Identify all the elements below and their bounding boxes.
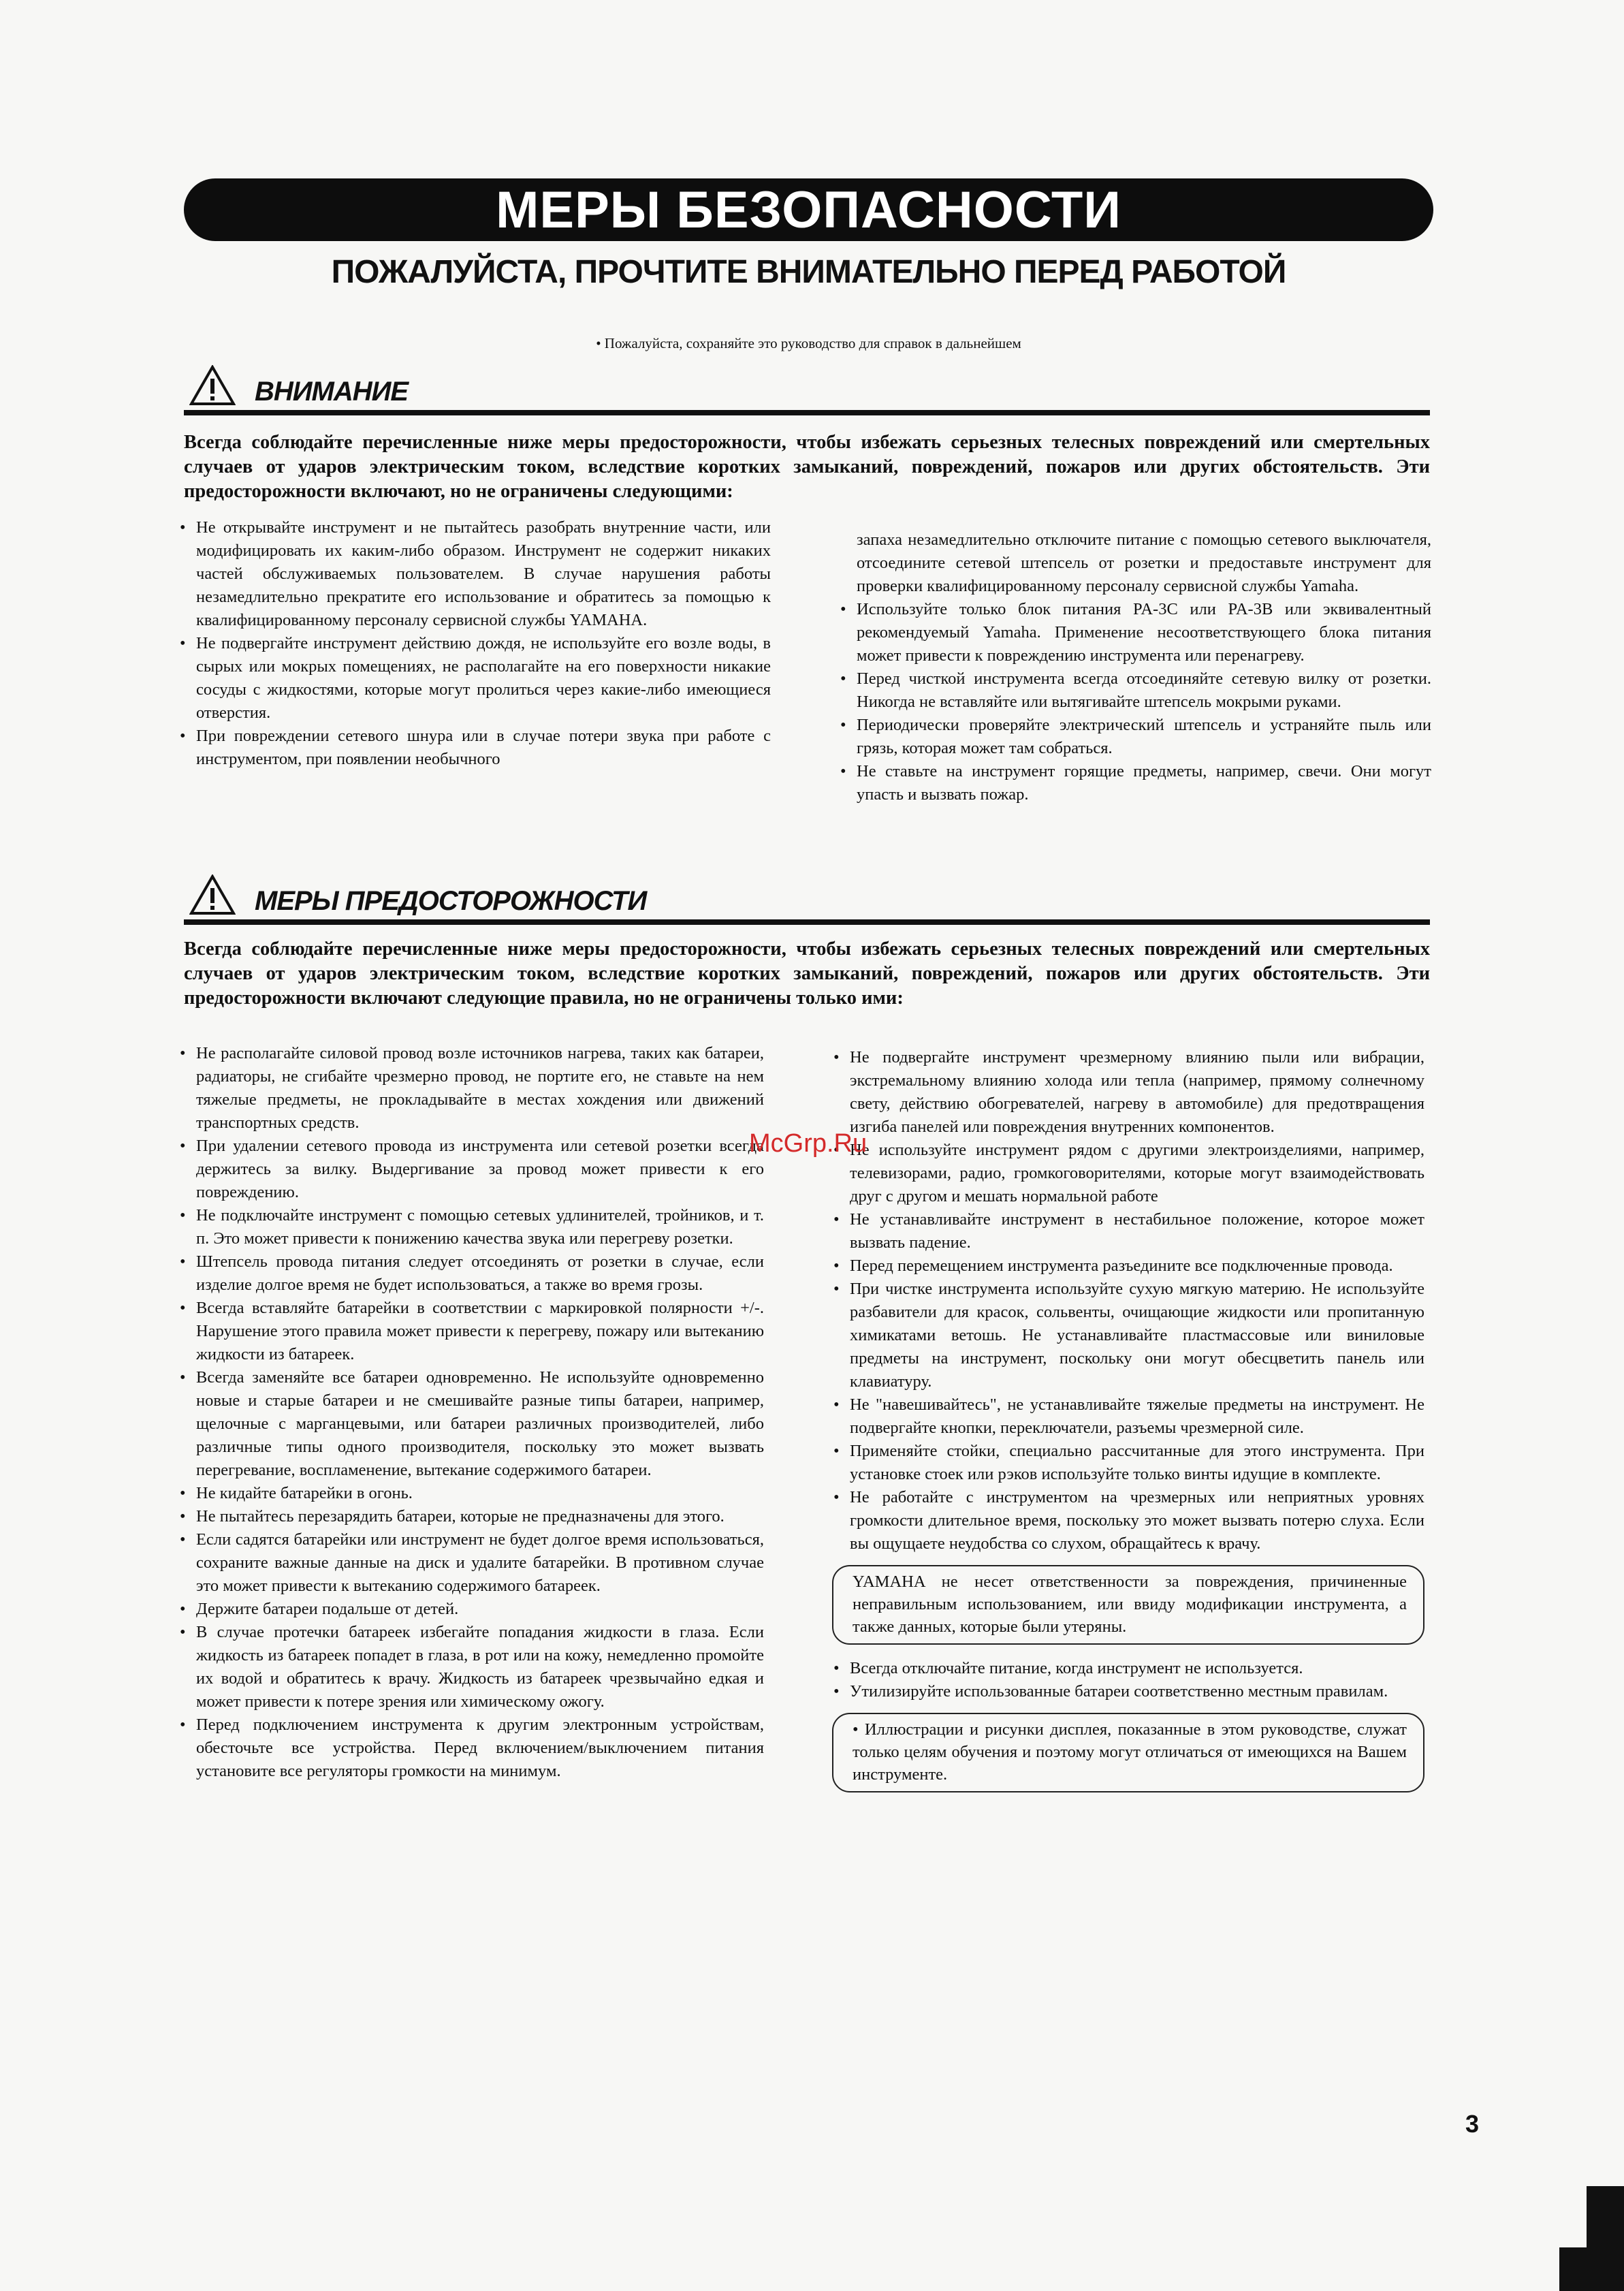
caution-intro: Всегда соблюдайте перечисленные ниже меры предосторожности, чтобы избежать серьезных телесных повреждений или смертельных случаев от ударов электрическим током, вследствие коротких замыканий, повреждений, пожаров или других обстоятельств. Эти предосторожности включают следующие правила, но не ограничены только ими:	[184, 938, 1430, 1009]
page-number: 3	[1465, 2110, 1480, 2138]
list-item: • Не работайте с инструментом на чрезмерных или неприятных уровнях громкости длительное время, поскольку это может вызвать потерю слуха. Если вы ощущаете неудобства со слухом, обращайтесь к врачу.	[832, 1486, 1424, 1555]
warning-right-column	[839, 528, 1431, 806]
list-item: • Не располагайте силовой провод возле источников нагрева, таких как батареи, радиаторы, не сгибайте чрезмерно провод, не портите его, не ставьте на нем тяжелые предметы, не прокладывайте в местах хождения или движений транспортных средств.	[178, 1042, 764, 1135]
list-item: • Всегда заменяйте все батареи одновременно. Не используйте одновременно новые и старые батареи и не смешивайте разные типы батареи, например, щелочные с марганцевыми, или батареи различных производителей, либо различные типы одного производителя, поскольку это может вызвать перегревание, воспламенение, вытекание содержимого батареи.	[178, 1366, 764, 1482]
illustration-note-box: • Иллюстрации и рисунки дисплея, показанные в этом руководстве, служат только целям обучения и поэтому могут отличаться от имеющихся на Вашем инструменте.	[832, 1713, 1424, 1792]
page-title-banner	[184, 178, 1433, 241]
list-item: • Не устанавливайте инструмент в нестабильное положение, которое может вызвать падение.	[832, 1208, 1424, 1254]
list-item: • Не ставьте на инструмент горящие предметы, например, свечи. Они могут упасть и вызвать пожар.	[839, 760, 1431, 806]
page-subtitle: ПОЖАЛУЙСТА, ПРОЧТИТЕ ВНИМАТЕЛЬНО ПЕРЕД РАБОТОЙ	[331, 254, 1286, 290]
scan-edge-mark	[1559, 2247, 1624, 2291]
list-item: • Всегда отключайте питание, когда инструмент не используется.	[832, 1657, 1424, 1680]
list-item: • Не "навешивайтесь", не устанавливайте тяжелые предметы на инструмент. Не подвергайте кнопки, переключатели, разъемы чрезмерной силе.	[832, 1393, 1424, 1440]
list-item: • При повреждении сетевого шнура или в случае потери звука при работе с инструментом, при появлении необычного	[178, 725, 771, 771]
list-item: • Не подвергайте инструмент действию дождя, не используйте его возле воды, в сырых или мокрых помещениях, не располагайте на его поверхности никакие сосуды с жидкостями, которые могут пролиться через какие-либо имеющиеся отверстия.	[178, 632, 771, 725]
list-item: • При чистке инструмента используйте сухую мягкую материю. Не используйте разбавители для красок, сольвенты, очищающие жидкости или пропитанную химикатами ветошь. Не устанавливайте пластмассовые или виниловые предметы на инструмент, поскольку они могут обесцветить панель или клавиатуру.	[832, 1278, 1424, 1393]
keep-manual-note: • Пожалуйста, сохраняйте это руководство для справок в дальнейшем	[596, 335, 1021, 351]
list-item: • Не пытайтесь перезарядить батареи, которые не предназначены для этого.	[178, 1505, 764, 1528]
caution-left-column	[178, 1042, 764, 1783]
list-item: • Периодически проверяйте электрический штепсель и устраняйте пыль или грязь, которая может там собраться.	[839, 714, 1431, 760]
list-item: • Перед перемещением инструмента разъедините все подключенные провода.	[832, 1254, 1424, 1278]
list-item: • Держите батареи подальше от детей.	[178, 1598, 764, 1621]
warning-title: ВНИМАНИЕ	[255, 377, 409, 407]
list-item: • Не используйте инструмент рядом с другими электроизделиями, например, телевизорами, радио, громкоговорителями, которые могут взаимодействовать друг с другом и мешать нормальной работе	[832, 1139, 1424, 1208]
yamaha-liability-box: YAMAHA не несет ответственности за повреждения, причиненные неправильным использованием, или ввиду модификации инструмента, а также данных, которые были утеряны.	[832, 1565, 1424, 1645]
warning-triangle-icon	[189, 365, 236, 406]
warning-triangle-icon	[189, 874, 236, 915]
list-item: • При удалении сетевого провода из инструмента или сетевой розетки всегда держитесь за вилку. Выдергивание за провод может привести к его повреждению.	[178, 1135, 764, 1204]
caution-header	[184, 865, 1430, 925]
list-item: • Штепсель провода питания следует отсоединять от розетки в случае, если изделие долгое время не будет использоваться, а также во время грозы.	[178, 1250, 764, 1297]
list-item: • Не подключайте инструмент с помощью сетевых удлинителей, тройников, и т. п. Это может привести к понижению качества звука или перегреву розетки.	[178, 1204, 764, 1250]
page-title: МЕРЫ БЕЗОПАСНОСТИ	[496, 180, 1121, 239]
warning-intro: Всегда соблюдайте перечисленные ниже меры предосторожности, чтобы избежать серьезных телесных повреждений или смертельных случаев от ударов электрическим током, вследствие коротких замыканий, повреждений, пожаров или других обстоятельств. Эти предосторожности включают, но не ограничены следующими:	[184, 432, 1430, 502]
watermark: McGrp.Ru	[749, 1129, 867, 1158]
warning-left-column	[178, 516, 771, 771]
list-item: • Не кидайте батарейки в огонь.	[178, 1482, 764, 1505]
list-item: • Используйте только блок питания PA-3C или PA-3B или эквивалентный рекомендуемый Yamaha. Применение несоответствующего блока питания может привести к повреждению инструмента или перенагреву.	[839, 598, 1431, 667]
list-item: • Применяйте стойки, специально рассчитанные для этого инструмента. При установке стоек или рэков используйте только винты идущие в комплекте.	[832, 1440, 1424, 1486]
list-item: • Если садятся батарейки или инструмент не будет долгое время использоваться, сохраните важные данные на диск и удалите батарейки. В противном случае это может привести к вытеканию содержимого батареек.	[178, 1528, 764, 1598]
list-item: • Всегда вставляйте батарейки в соответствии с маркировкой полярности +/-. Нарушение этого правила может привести к перегреву, пожару или вытеканию жидкости из батареек.	[178, 1297, 764, 1366]
list-item: • Утилизируйте использованные батареи соответственно местным правилам.	[832, 1680, 1424, 1703]
caution-right-column	[832, 1046, 1424, 1805]
list-item-continued: запаха незамедлительно отключите питание с помощью сетевого выключателя, отсоедините сетевой штепсель от розетки и предоставьте инструмент для проверки квалифицированному персоналу сервисной службы Yamaha.	[857, 531, 1431, 595]
caution-title: МЕРЫ ПРЕДОСТОРОЖНОСТИ	[255, 886, 647, 916]
list-item: • Перед чисткой инструмента всегда отсоединяйте сетевую вилку от розетки. Никогда не вставляйте или вытягивайте штепсель мокрыми руками.	[839, 667, 1431, 714]
warning-header	[184, 356, 1430, 415]
list-item: • В случае протечки батареек избегайте попадания жидкости в глаза. Если жидкость из батареек попадет в глаза, в рот или на кожу, немедленно промойте их водой и обратитесь к врачу. Жидкость из батареек чрезвычайно едкая и может привести к потере зрения или химическому ожогу.	[178, 1621, 764, 1713]
list-item: • Перед подключением инструмента к другим электронным устройствам, обесточьте все устройства. Перед включением/выключением питания установите все регуляторы громкости на минимум.	[178, 1713, 764, 1783]
list-item: • Не открывайте инструмент и не пытайтесь разобрать внутренние части, или модифицировать их каким-либо образом. Инструмент не содержит никаких частей обслуживаемых пользователем. В случае нарушения работы незамедлительно прекратите его использование и обратитесь за помощью к квалифицированному персоналу сервисной службы YAMAHA.	[178, 516, 771, 632]
list-item: • Не подвергайте инструмент чрезмерному влиянию пыли или вибрации, экстремальному влиянию холода или тепла (например, прямому солнечному свету, действию обогревателей, нагреву в автомобиле) для предотвращения изгиба панелей или повреждения внутренних компонентов.	[832, 1046, 1424, 1139]
